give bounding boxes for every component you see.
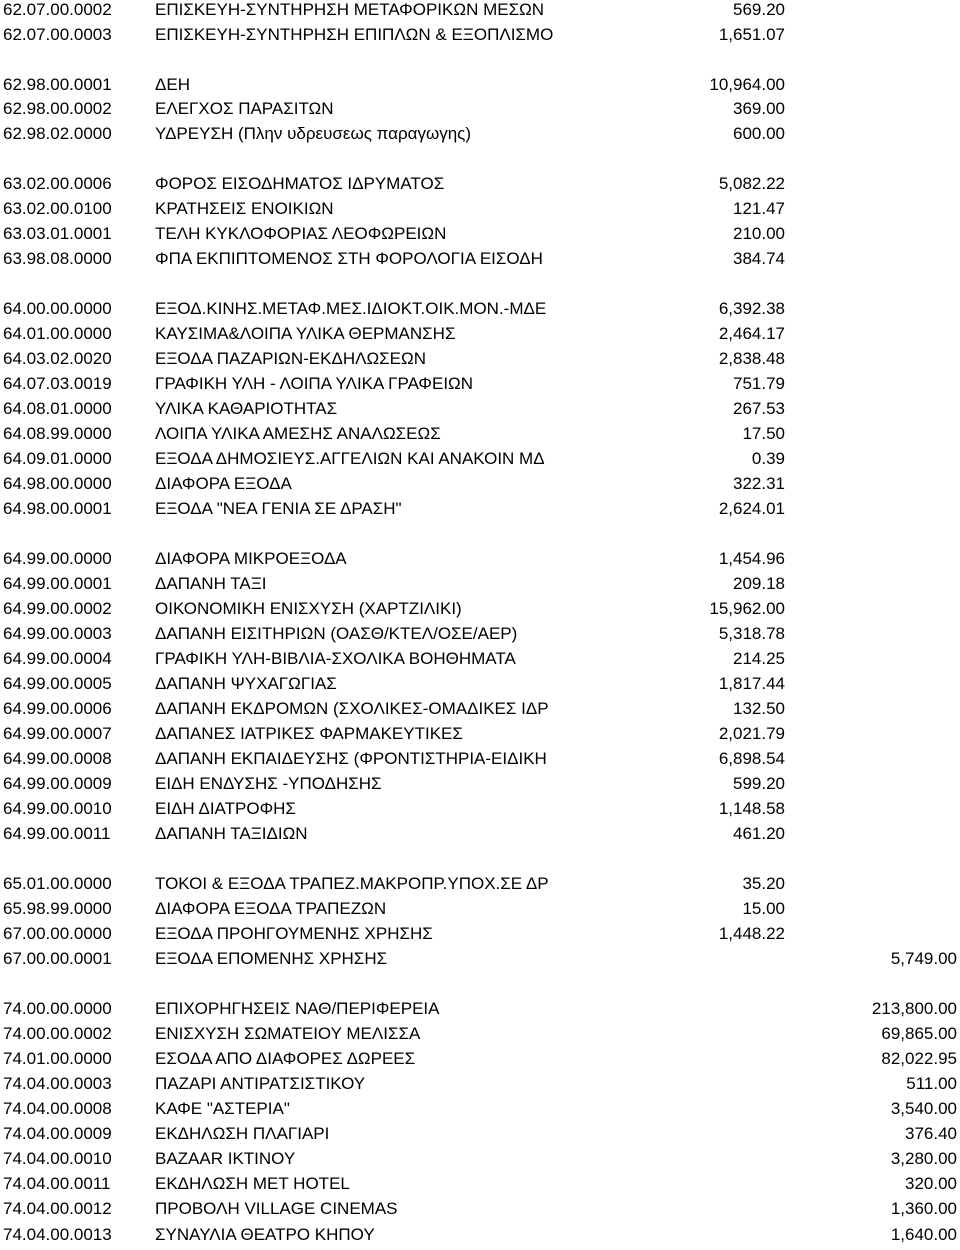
ledger-row — [0, 172, 960, 196]
account-description: ΠΡΟΒΟΛΗ VILLAGE CINEMAS — [155, 1199, 398, 1218]
account-code: 64.99.00.0004 — [3, 649, 112, 668]
account-code: 67.00.00.0001 — [3, 949, 112, 968]
account-amount: 10,964.00 — [709, 75, 785, 94]
account-description: ΔΑΠΑΝΗ ΤΑΞΙΔΙΩΝ — [155, 824, 308, 843]
account-description: ΕΞΟΔΑ ΠΡΟΗΓΟΥΜΕΝΗΣ ΧΡΗΣΗΣ — [155, 924, 433, 943]
account-amount: 376.40 — [905, 1124, 957, 1143]
account-amount: 599.20 — [733, 774, 785, 793]
account-amount: 369.00 — [733, 99, 785, 118]
account-code: 64.99.00.0006 — [3, 699, 112, 718]
account-code: 62.98.00.0002 — [3, 99, 112, 118]
account-code: 64.99.00.0003 — [3, 624, 112, 643]
account-code: 74.04.00.0010 — [3, 1149, 112, 1168]
account-description: ΠΑΖΑΡΙ ΑΝΤΙΡΑΤΣΙΣΤΙΚΟΥ — [155, 1074, 366, 1093]
ledger-row — [0, 73, 960, 97]
ledger-row — [0, 722, 960, 746]
account-code: 64.98.00.0001 — [3, 499, 112, 518]
account-amount: 322.31 — [733, 474, 785, 493]
account-amount: 17.50 — [742, 424, 785, 443]
account-code: 62.07.00.0003 — [3, 25, 112, 44]
account-amount: 751.79 — [733, 374, 785, 393]
account-code: 64.08.01.0000 — [3, 399, 112, 418]
account-amount: 15.00 — [742, 899, 785, 918]
account-description: ΕΙΔΗ ΔΙΑΤΡΟΦΗΣ — [155, 799, 296, 818]
account-code: 62.98.00.0001 — [3, 75, 112, 94]
account-description: ΤΟΚΟΙ & ΕΞΟΔΑ ΤΡΑΠΕΖ.ΜΑΚΡΟΠΡ.ΥΠΟΧ.ΣΕ ΔΡ — [155, 874, 549, 893]
ledger-row — [0, 672, 960, 696]
ledger-row — [0, 1022, 960, 1046]
account-description: ΔΑΠΑΝΗ ΕΚΠΑΙΔΕΥΣΗΣ (ΦΡΟΝΤΙΣΤΗΡΙΑ-ΕΙΔΙΚΗ — [155, 749, 547, 768]
account-code: 64.99.00.0002 — [3, 599, 112, 618]
account-description: ΓΡΑΦΙΚΗ ΥΛΗ - ΛΟΙΠΑ ΥΛΙΚΑ ΓΡΑΦΕΙΩΝ — [155, 374, 474, 393]
account-code: 64.99.00.0009 — [3, 774, 112, 793]
account-amount: 320.00 — [905, 1174, 957, 1193]
account-amount: 5,082.22 — [718, 174, 785, 193]
account-description: ΕΠΙΧΟΡΗΓΗΣΕΙΣ ΝΑΘ/ΠΕΡΙΦΕΡΕΙΑ — [155, 999, 440, 1018]
account-code: 74.01.00.0000 — [3, 1049, 112, 1068]
account-code: 63.98.08.0000 — [3, 249, 112, 268]
account-description: ΔΙΑΦΟΡΑ ΕΞΟΔΑ — [155, 474, 292, 493]
account-code: 64.08.99.0000 — [3, 424, 112, 443]
ledger-row — [0, 447, 960, 471]
account-description: ΕΚΔΗΛΩΣΗ ΠΛΑΓΙΑΡΙ — [155, 1124, 330, 1143]
account-amount: 2,021.79 — [718, 724, 785, 743]
ledger-row — [0, 1223, 960, 1247]
account-description: ΔΑΠΑΝΗ ΤΑΞΙ — [155, 574, 267, 593]
account-amount: 569.20 — [733, 0, 785, 19]
account-code: 64.99.00.0005 — [3, 674, 112, 693]
ledger-row — [0, 347, 960, 371]
account-code: 64.03.02.0020 — [3, 349, 112, 368]
account-amount: 209.18 — [733, 574, 785, 593]
account-description: ΣΥΝΑΥΛΙΑ ΘΕΑΤΡΟ ΚΗΠΟΥ — [155, 1225, 375, 1244]
account-code: 67.00.00.0000 — [3, 924, 112, 943]
account-description: ΥΛΙΚΑ ΚΑΘΑΡΙΟΤΗΤΑΣ — [155, 399, 338, 418]
account-description: ΕΚΔΗΛΩΣΗ ΜΕΤ HOTEL — [155, 1174, 350, 1193]
account-code: 63.03.01.0001 — [3, 224, 112, 243]
account-description: ΔΙΑΦΟΡΑ ΕΞΟΔΑ ΤΡΑΠΕΖΩΝ — [155, 899, 387, 918]
account-description: ΕΞΟΔΑ ΠΑΖΑΡΙΩΝ-ΕΚΔΗΛΩΣΕΩΝ — [155, 349, 426, 368]
account-amount: 1,454.96 — [718, 549, 785, 568]
account-description: ΕΞΟΔΑ "ΝΕΑ ΓΕΝΙΑ ΣΕ ΔΡΑΣΗ" — [155, 499, 402, 518]
ledger-row — [0, 1172, 960, 1196]
account-code: 64.09.01.0000 — [3, 449, 112, 468]
ledger-row — [0, 247, 960, 271]
account-description: ΔΑΠΑΝΗ ΨΥΧΑΓΩΓΙΑΣ — [155, 674, 337, 693]
ledger-row — [0, 597, 960, 621]
account-description: ΚΑΦΕ "ΑΣΤΕΡΙΑ" — [155, 1099, 290, 1118]
ledger-row — [0, 1047, 960, 1071]
account-code: 64.01.00.0000 — [3, 324, 112, 343]
ledger-row — [0, 922, 960, 946]
account-code: 62.98.02.0000 — [3, 124, 112, 143]
ledger-row — [0, 572, 960, 596]
account-description: ΛΟΙΠΑ ΥΛΙΚΑ ΑΜΕΣΗΣ ΑΝΑΛΩΣΕΩΣ — [155, 424, 441, 443]
account-description: ΦΟΡΟΣ ΕΙΣΟΔΗΜΑΤΟΣ ΙΔΡΥΜΑΤΟΣ — [155, 174, 445, 193]
account-amount: 6,898.54 — [718, 749, 785, 768]
account-description: ΕΠΙΣΚΕΥΗ-ΣΥΝΤΗΡΗΣΗ ΕΠΙΠΛΩΝ & ΕΞΟΠΛΙΣΜΟ — [155, 25, 554, 44]
account-amount: 1,640.00 — [890, 1225, 957, 1244]
ledger-row — [0, 397, 960, 421]
account-amount: 5,749.00 — [890, 949, 957, 968]
account-description: ΚΡΑΤΗΣΕΙΣ ΕΝΟΙΚΙΩΝ — [155, 199, 334, 218]
ledger-row — [0, 897, 960, 921]
account-amount: 2,624.01 — [718, 499, 785, 518]
account-code: 74.04.00.0003 — [3, 1074, 112, 1093]
account-description: ΔΑΠΑΝΗ ΕΚΔΡΟΜΩΝ (ΣΧΟΛΙΚΕΣ-ΟΜΑΔΙΚΕΣ ΙΔΡ — [155, 699, 549, 718]
account-code: 64.99.00.0001 — [3, 574, 112, 593]
account-amount: 600.00 — [733, 124, 785, 143]
account-amount: 1,817.44 — [718, 674, 785, 693]
account-amount: 1,360.00 — [890, 1199, 957, 1218]
account-description: ΕΞΟΔΑ ΔΗΜΟΣΙΕΥΣ.ΑΓΓΕΛΙΩΝ ΚΑΙ ΑΝΑΚΟΙΝ ΜΔ — [155, 449, 545, 468]
account-code: 74.04.00.0008 — [3, 1099, 112, 1118]
account-amount: 1,148.58 — [718, 799, 785, 818]
account-amount: 461.20 — [733, 824, 785, 843]
account-description: ΕΠΙΣΚΕΥΗ-ΣΥΝΤΗΡΗΣΗ ΜΕΤΑΦΟΡΙΚΩΝ ΜΕΣΩΝ — [155, 0, 545, 19]
account-description: ΕΞΟΔ.ΚΙΝΗΣ.ΜΕΤΑΦ.ΜΕΣ.ΙΔΙΟΚΤ.ΟΙΚ.ΜΟΝ.-ΜΔΕ — [155, 299, 547, 318]
account-description: ΟΙΚΟΝΟΜΙΚΗ ΕΝΙΣΧΥΣΗ (ΧΑΡΤΖΙΛΙΚΙ) — [155, 599, 462, 618]
account-description: ΕΣΟΔΑ ΑΠΟ ΔΙΑΦΟΡΕΣ ΔΩΡΕΕΣ — [155, 1049, 416, 1068]
account-code: 64.99.00.0007 — [3, 724, 112, 743]
ledger-row — [0, 222, 960, 246]
account-amount: 2,464.17 — [718, 324, 785, 343]
account-description: ΕΙΔΗ ΕΝΔΥΣΗΣ -ΥΠΟΔΗΣΗΣ — [155, 774, 382, 793]
account-amount: 69,865.00 — [881, 1024, 957, 1043]
account-amount: 35.20 — [742, 874, 785, 893]
account-code: 64.98.00.0000 — [3, 474, 112, 493]
account-amount: 1,651.07 — [718, 25, 785, 44]
account-amount: 6,392.38 — [718, 299, 785, 318]
account-description: ΔΕΗ — [155, 75, 190, 94]
account-amount: 267.53 — [733, 399, 785, 418]
ledger-row — [0, 497, 960, 521]
account-amount: 214.25 — [733, 649, 785, 668]
ledger-row — [0, 947, 960, 971]
ledger-row — [0, 372, 960, 396]
account-code: 74.04.00.0012 — [3, 1199, 112, 1218]
ledger-row — [0, 747, 960, 771]
ledger-row — [0, 997, 960, 1021]
account-description: ΔΑΠΑΝΗ ΕΙΣΙΤΗΡΙΩΝ (ΟΑΣΘ/ΚΤΕΛ/ΟΣΕ/ΑΕΡ) — [155, 624, 518, 643]
account-amount: 213,800.00 — [871, 999, 957, 1018]
account-amount: 15,962.00 — [709, 599, 785, 618]
ledger-row — [0, 23, 960, 47]
ledger-row — [0, 622, 960, 646]
ledger-row — [0, 1072, 960, 1096]
account-code: 63.02.00.0100 — [3, 199, 112, 218]
account-description: ΥΔΡΕΥΣΗ (Πλην υδρευσεως παραγωγης) — [155, 124, 472, 143]
account-code: 74.00.00.0002 — [3, 1024, 112, 1043]
account-description: ΕΛΕΓΧΟΣ ΠΑΡΑΣΙΤΩΝ — [155, 99, 334, 118]
account-description: ΤΕΛΗ ΚΥΚΛΟΦΟΡΙΑΣ ΛΕΟΦΩΡΕΙΩΝ — [155, 224, 447, 243]
ledger-row — [0, 422, 960, 446]
account-amount: 210.00 — [733, 224, 785, 243]
account-code: 65.01.00.0000 — [3, 874, 112, 893]
account-code: 64.99.00.0010 — [3, 799, 112, 818]
account-amount: 121.47 — [733, 199, 785, 218]
ledger-row — [0, 697, 960, 721]
account-code: 64.99.00.0011 — [3, 824, 111, 843]
account-description: BAZAAR ΙΚΤΙΝΟΥ — [155, 1149, 296, 1168]
account-description: ΕΝΙΣΧΥΣΗ ΣΩΜΑΤΕΙΟΥ ΜΕΛΙΣΣΑ — [155, 1024, 421, 1043]
account-amount: 5,318.78 — [718, 624, 785, 643]
ledger-row — [0, 797, 960, 821]
account-code: 74.04.00.0011 — [3, 1174, 111, 1193]
account-description: ΕΞΟΔΑ ΕΠΟΜΕΝΗΣ ΧΡΗΣΗΣ — [155, 949, 388, 968]
ledger-row — [0, 547, 960, 571]
account-description: ΓΡΑΦΙΚΗ ΥΛΗ-ΒΙΒΛΙΑ-ΣΧΟΛΙΚΑ ΒΟΗΘΗΜΑΤΑ — [155, 649, 516, 668]
account-code: 74.04.00.0009 — [3, 1124, 112, 1143]
account-code: 74.04.00.0013 — [3, 1225, 112, 1244]
account-amount: 1,448.22 — [718, 924, 785, 943]
account-amount: 3,540.00 — [890, 1099, 957, 1118]
account-description: ΚΑΥΣΙΜΑ&ΛΟΙΠΑ ΥΛΙΚΑ ΘΕΡΜΑΝΣΗΣ — [155, 324, 456, 343]
account-amount: 511.00 — [906, 1074, 957, 1093]
account-description: ΔΑΠΑΝΕΣ ΙΑΤΡΙΚΕΣ ΦΑΡΜΑΚΕΥΤΙΚΕΣ — [155, 724, 463, 743]
account-code: 64.99.00.0008 — [3, 749, 112, 768]
ledger-row — [0, 322, 960, 346]
account-amount: 0.39 — [751, 449, 785, 468]
ledger-row — [0, 1147, 960, 1171]
ledger-row — [0, 1122, 960, 1146]
account-amount: 3,280.00 — [890, 1149, 957, 1168]
account-amount: 2,838.48 — [718, 349, 785, 368]
ledger-row — [0, 1097, 960, 1121]
account-code: 64.99.00.0000 — [3, 549, 112, 568]
ledger-row — [0, 122, 960, 146]
ledger-row — [0, 297, 960, 321]
account-amount: 384.74 — [733, 249, 785, 268]
ledger-row — [0, 872, 960, 896]
account-amount: 82,022.95 — [881, 1049, 957, 1068]
ledger-row — [0, 472, 960, 496]
ledger-row — [0, 822, 960, 846]
account-description: ΔΙΑΦΟΡΑ ΜΙΚΡΟΕΞΟΔΑ — [155, 549, 347, 568]
account-code: 64.00.00.0000 — [3, 299, 112, 318]
account-description: ΦΠΑ ΕΚΠΙΠΤΟΜΕΝΟΣ ΣΤΗ ΦΟΡΟΛΟΓΙΑ ΕΙΣΟΔΗ — [155, 249, 543, 268]
account-code: 63.02.00.0006 — [3, 174, 112, 193]
ledger-row — [0, 97, 960, 121]
account-code: 65.98.99.0000 — [3, 899, 112, 918]
ledger-row — [0, 0, 960, 22]
ledger-row — [0, 772, 960, 796]
ledger-row — [0, 197, 960, 221]
account-code: 64.07.03.0019 — [3, 374, 112, 393]
account-code: 62.07.00.0002 — [3, 0, 112, 19]
ledger-row — [0, 647, 960, 671]
account-code: 74.00.00.0000 — [3, 999, 112, 1018]
account-amount: 132.50 — [733, 699, 785, 718]
ledger-row — [0, 1197, 960, 1221]
